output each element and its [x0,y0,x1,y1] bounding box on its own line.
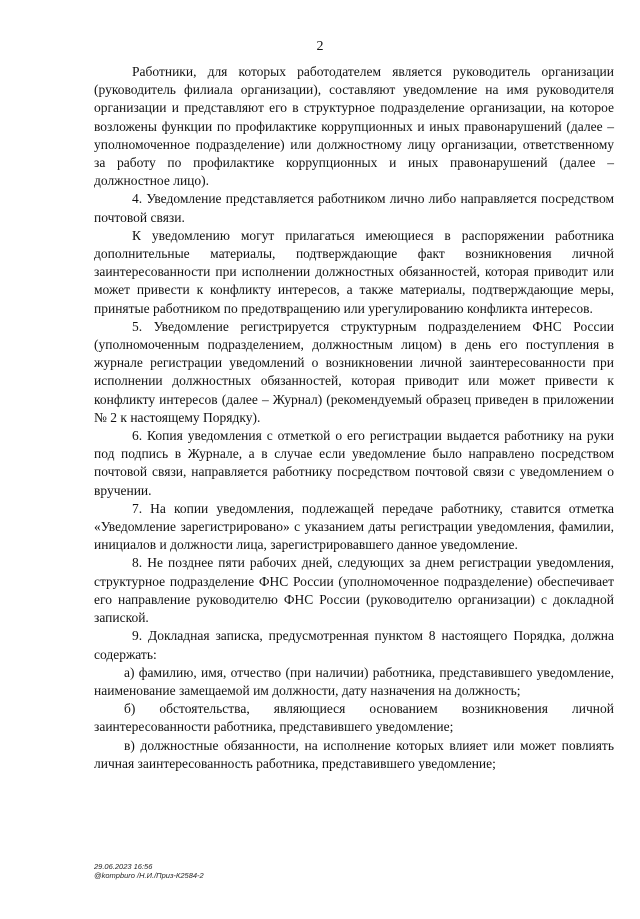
paragraph-item-9: 9. Докладная записка, предусмотренная пунктом 8 настоящего Порядка, должна содержать: [94,628,614,662]
paragraph-item-7: 7. На копии уведомления, подлежащей передаче работнику, ставится отметка «Уведомление зарегистрировано» с указанием даты регистрации уведомления, фамилии, инициалов и должности лица, зарегистрировавшего данное уведомление. [94,500,614,553]
page-number: 2 [316,39,324,54]
paragraph-item-9a: а) фамилию, имя, отчество (при наличии) работника, представившего уведомление, наименование замещаемой им должности, дату назначения на должность; [94,664,614,698]
footer-reference: @kompburo /Н.И./Приз-К2584-2 [94,871,204,880]
footer-timestamp: 29.06.2023 16:56 [94,862,153,871]
paragraph-attachments: К уведомлению могут прилагаться имеющиеся в распоряжении работника дополнительные материалы, подтверждающие факт возникновения личной заинтересованности при исполнении должностных обязанностей, которая приводит или может привести к конфликту интересов, а также материалы, подтверждающие меры, принятые работником по предотвращению или урегулированию конфликта интересов. [94,227,614,316]
document-footer [94,862,204,880]
paragraph-employer-head: Работники, для которых работодателем является руководитель организации (руководитель филиала организации), составляют уведомление на имя руководителя организации и представляют его в структурное подразделение организации, на которое возложены функции по профилактике коррупционных и иных правонарушений (далее – уполномоченное подразделение) или должностному лицу организации, ответственному за работу по профилактике коррупционных и иных правонарушений (далее – должностное лицо). [94,64,614,189]
paragraph-item-6: 6. Копия уведомления с отметкой о его регистрации выдается работнику на руки под подпись в Журнале, а в случае если уведомление было направлено посредством почтовой связи, направляется работнику посредством почтовой связи с уведомлением о вручении. [94,428,614,498]
document-body [94,63,614,773]
paragraph-item-9c: в) должностные обязанности, на исполнение которых влияет или может повлиять личная заинтересованность работника, представившего уведомление; [94,737,614,771]
paragraph-item-4: 4. Уведомление представляется работником лично либо направляется посредством почтовой связи. [94,191,614,225]
paragraph-item-8: 8. Не позднее пяти рабочих дней, следующих за днем регистрации уведомления, структурное подразделение ФНС России (уполномоченное подразделение) обеспечивает его направление руководителю ФНС России (руководителю организации) с докладной запиской. [94,555,614,626]
paragraph-item-9b: б) обстоятельства, являющиеся основанием возникновения личной заинтересованности работника, представившего уведомление; [94,701,614,735]
paragraph-item-5: 5. Уведомление регистрируется структурным подразделением ФНС России (уполномоченным подразделением, должностным лицом) в день его поступления в журнале регистрации уведомлений о возникновении личной заинтересованности при исполнении должностных обязанностей, которая приводит или может привести к конфликту интересов (далее – Журнал) (рекомендуемый образец приведен в приложении № 2 к настоящему Порядку). [94,318,614,425]
